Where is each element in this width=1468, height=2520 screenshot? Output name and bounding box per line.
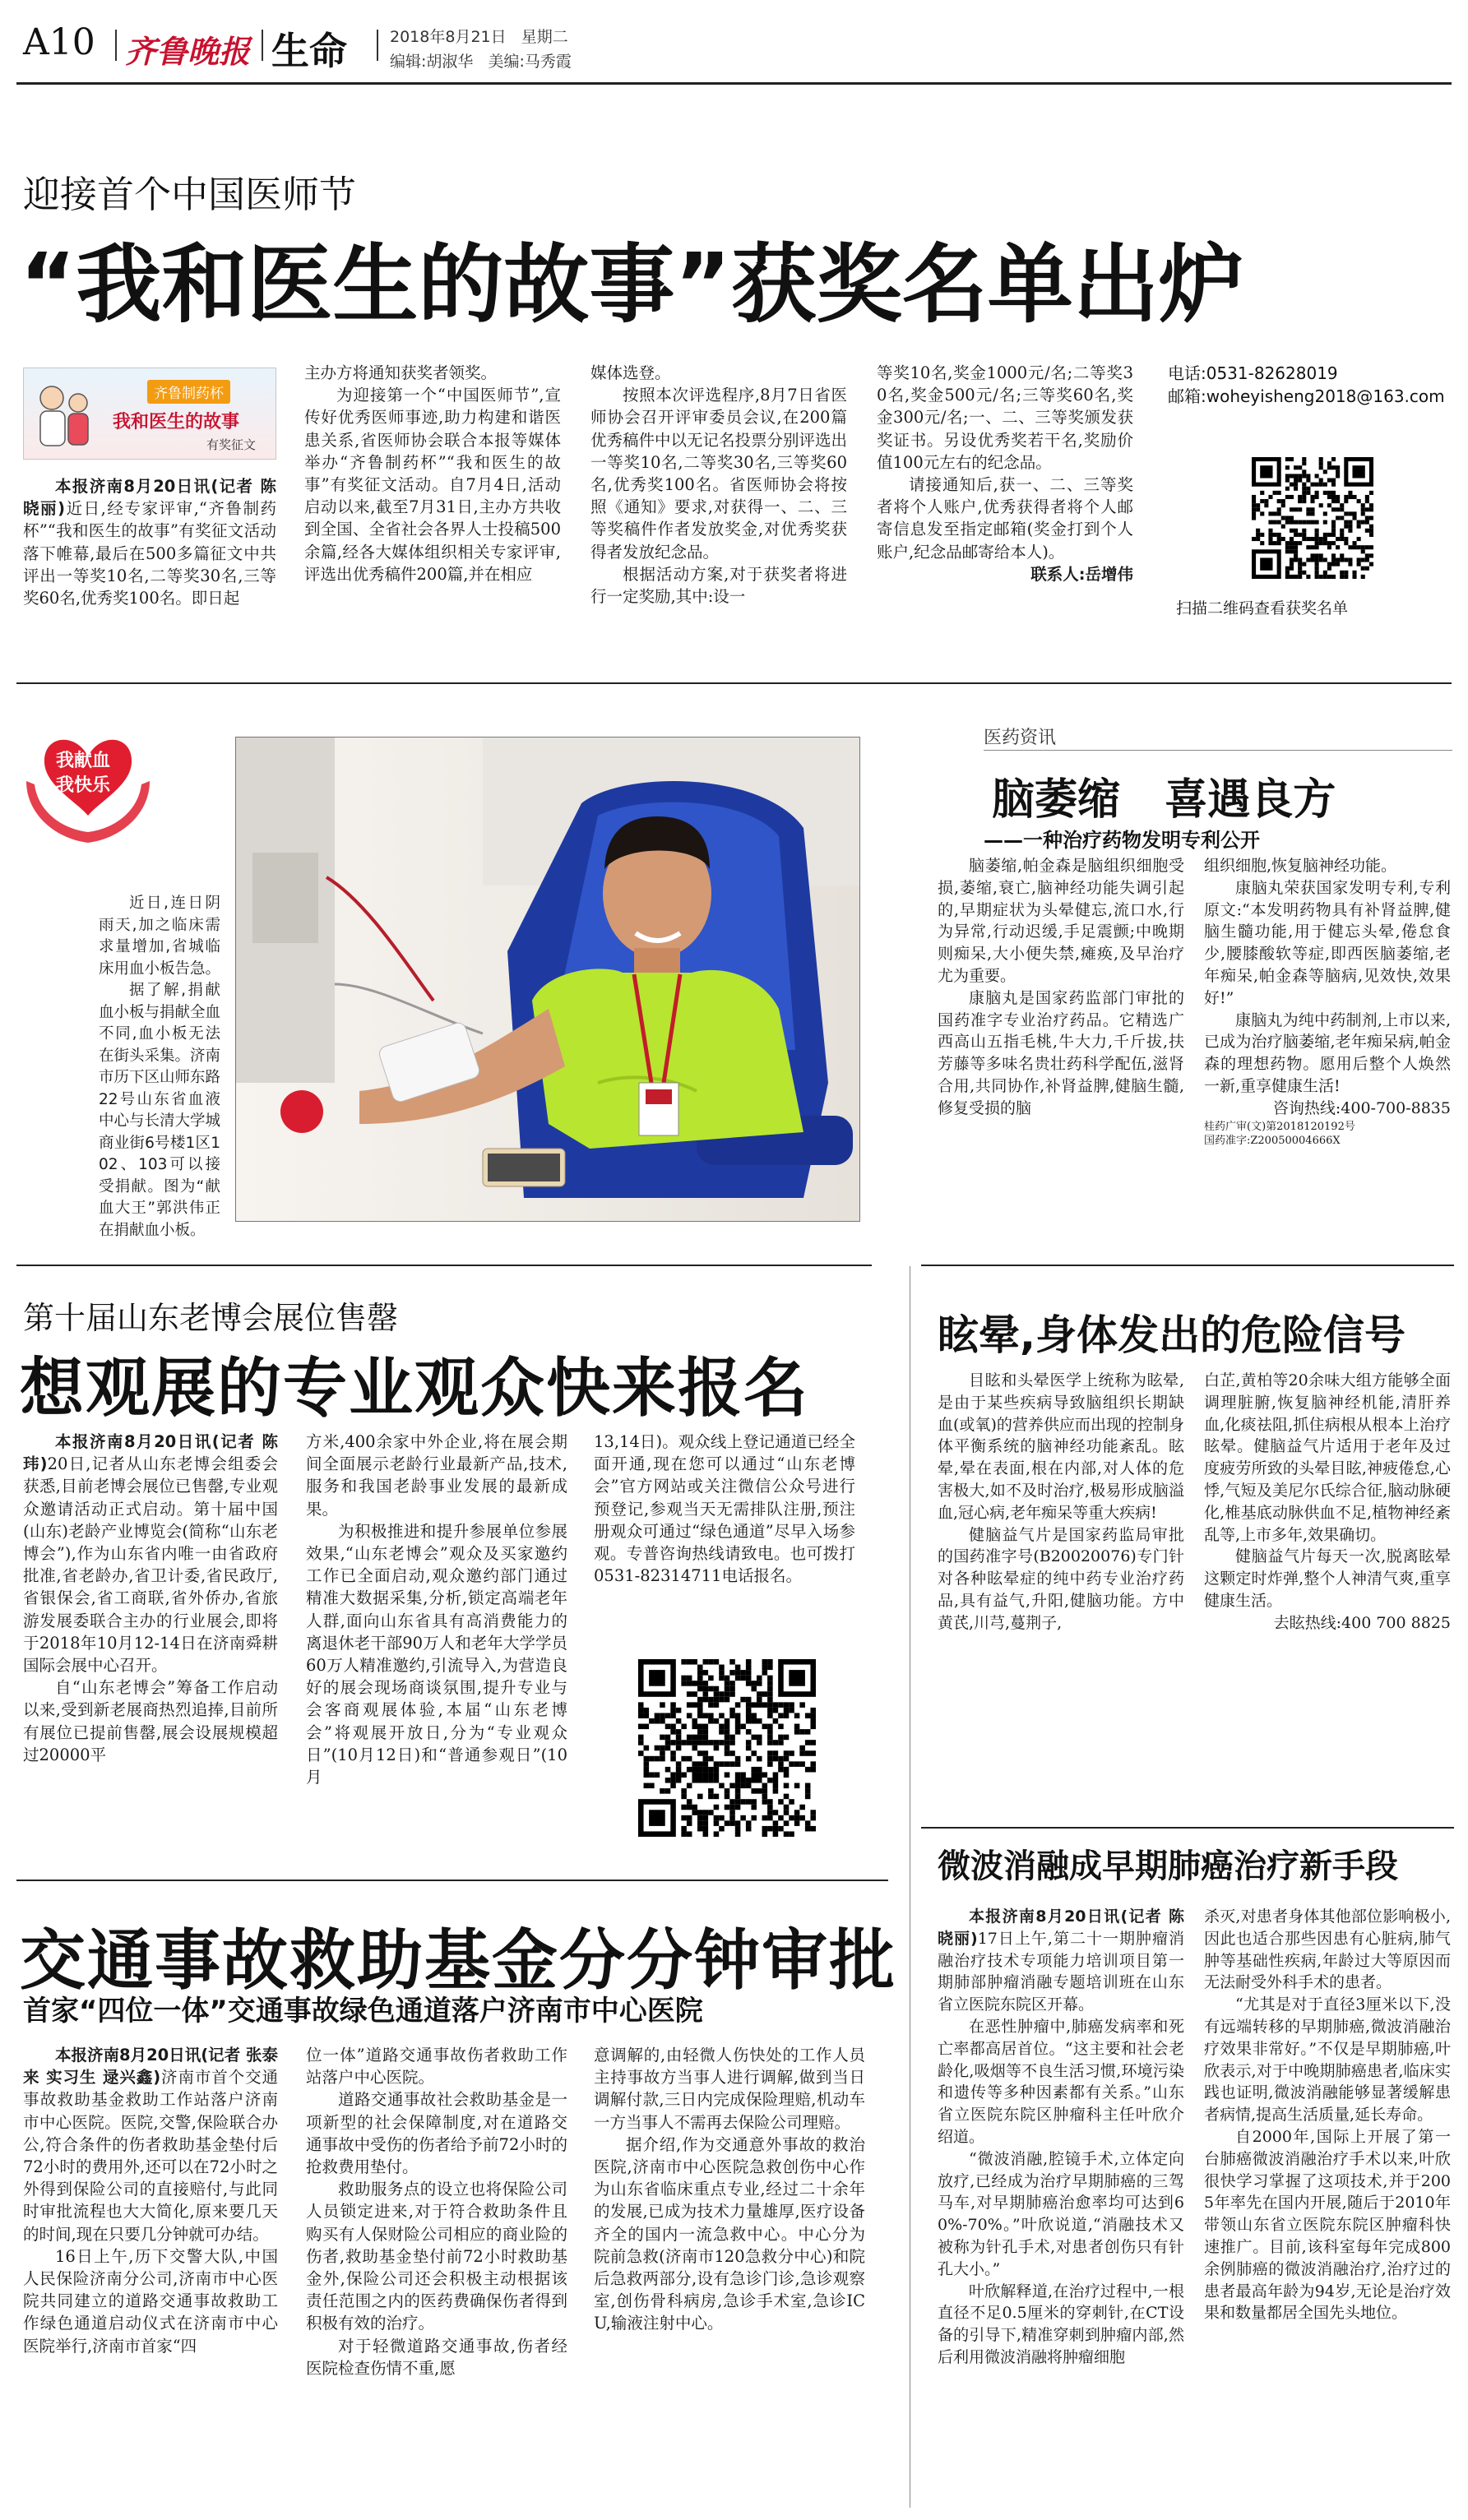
traffic-lead: 本报济南8月20日讯(记者 张泰来 实习生 逯兴鑫) — [23, 2046, 278, 2088]
traffic-column-3: 意调解的,由轻微人伤快处的工作人员主持事故方当事人进行调解,做到当日调解付款,三日内完成保险理赔,机动车一方当事人不需再去保险公司理赔。 据介绍,作为交通意外事故的救治医院,济南市中心医院急救创伤中心作为山东省临床重点专业,经过二十余年的发展,已成为技术力量雄厚,医疗设备齐全的国内一流急救中心。中心分为院前急救(济南市120急救分中心)和院后急救两部分,设有急诊门诊,急诊观察室,创伤骨科病房,急诊手术室,急诊ICU,输液注射中心。 — [594, 2046, 865, 2333]
donor-photo — [235, 737, 860, 1222]
article1-kicker: 迎接首个中国医师节 — [23, 173, 357, 216]
weekday-text: 星期二 — [521, 28, 568, 46]
microwave-lead: 本报济南8月20日讯(记者 陈晓丽) — [938, 1907, 1184, 1948]
designer-text: 美编:马秀霞 — [488, 53, 572, 71]
section-name: 生命 — [271, 29, 347, 73]
article1-column-4: 等奖10名,奖金1000元/名;二等奖30名,奖金500元/名;三等奖60名,奖金300元/名;一、二、三等奖颁发获奖证书。另设优秀奖若干名,奖励价值100元左右的纪念品。 请接通知后,获一、二、三等奖者将个人账户,优秀获得者将个人邮寄信息发至指定邮箱(奖金打到个人账户,纪念品邮寄给本人)。 联系人:岳增伟 — [877, 362, 1133, 666]
contact-phone: 电话:0531-82628019 — [1168, 363, 1338, 383]
page-number: A10 — [23, 21, 95, 63]
expo-title: 想观展的专业观众快来报名 — [20, 1352, 810, 1426]
article1-column-2: 主办方将通知获奖者领奖。 为迎接第一个“中国医师节”,宣传好优秀医师事迹,助力构建和谐医患关系,省医师协会联合本报等媒体举办“齐鲁制药杯”“我和医生的故事”有奖征文活动。自7月4日,活动启动以来,截至7月31日,主办方共收到全国、全省社会各界人士投稿500余篇,经各大媒体组织相关专家评审,评选出优秀稿件200篇,并在相应 — [304, 363, 561, 584]
expo-kicker: 第十届山东老博会展位售罄 — [23, 1300, 399, 1336]
contact-email: 邮箱:woheyisheng2018@163.com — [1168, 386, 1445, 406]
qr-caption: 扫描二维码查看获奖名单 — [1176, 599, 1349, 617]
dizzy-title: 眩晕,身体发出的危险信号 — [938, 1311, 1405, 1359]
logo-top-text: 齐鲁制药杯 — [147, 380, 230, 404]
microwave-column-b: 杀灭,对患者身体其他部位影响极小,因此也适合那些因患有心脏病,肺气肿等基础性疾病,年龄过大等原因而无法耐受外科手术的患者。 “尤其是对于直径3厘米以下,没有远端转移的早期肺癌,微波消融治疗效果非常好。”不仅是早期肺癌,叶欣表示,对于中晚期肺癌患者,临床实践也证明,微波消融能够显著缓解患者病情,提高生活质量,延长寿命。 自2000年,国际上开展了第一台肺癌微波消融治疗手术以来,叶欣很快学习掌握了这项技术,并于2005年率先在国内开展,随后于2010年带领山东省立医院东院区肿瘤科快速推广。目前,该科室每年完成800余例肺癌的微波消融治疗,治疗过的患者最高年龄为94岁,无论是治疗效果和数量都居全国先头地位。 — [1204, 1907, 1451, 2323]
blood-donation-badge — [18, 724, 158, 847]
editor-line — [390, 49, 572, 72]
essay-contest-logo — [23, 368, 276, 460]
masthead — [0, 0, 1468, 79]
date-text: 2018年8月21日 — [390, 28, 507, 46]
article1-lead: 本报济南8月20日讯(记者 陈晓丽) — [23, 477, 276, 519]
dizzy-hotline: 去眩热线:400 700 8825 — [1273, 1613, 1451, 1632]
dizzy-column-b: 白芷,黄柏等20余味大组方能够全面调理脏腑,恢复脑神经机能,清肝养血,化痰祛阻,抓住病根从根本上治疗眩晕。健脑益气片适用于老年及过度疲劳所致的头晕目眩,神疲倦怠,心悸,气短及美尼尔氏综合征,脑动脉硬化,椎基底动脉供血不足,植物神经紊乱等,上市多年,效果确切。 健脑益气片每天一次,脱离眩晕这颗定时炸弹,整个人神清气爽,重享健康生活。 去眩热线:400 700 8825 — [1204, 1370, 1451, 1822]
article1-column-3: 媒体选登。 按照本次评选程序,8月7日省医师协会召开评审委员会议,在200篇优秀稿件中以无记名投票分别评选出一等奖10名,二等奖30名,三等奖60名,优秀奖100名。省医师协会将按照《通知》要求,对获得一、二、三等奖稿件作者发放奖金,对优秀奖获得者发放纪念品。 根据活动方案,对于获奖者将进行一定奖励,其中:设一 — [590, 363, 847, 607]
blood-donation-caption: 近日,连日阴雨天,加之临床需求量增加,省城临床用血小板告急。 据了解,捐献血小板与捐献全血不同,血小板无法在街头采集。济南市历下区山师东路22号山东省血液中心与长清大学城商业街6号楼1区102、103可以接受捐献。图为“献血大王”郭洪伟正在捐献血小板。 — [99, 895, 220, 1238]
issue-date — [390, 25, 568, 47]
expo-column-1: 本报济南8月20日讯(记者 陈玮)20日,记者从山东老博会组委会获悉,目前老博会展位已售罄,专业观众邀请活动正式启动。第十届中国(山东)老龄产业博览会(简称“山东老博会”),作为山东省内唯一由省政府批准,省老龄办,省卫计委,省民政厅,省银保会,省工商联,省外侨办,省旅游发展委联合主办的行业展会,即将于2018年10月12-14日在济南舜耕国际会展中心召开。 自“山东老博会”筹备工作启动以来,受到新老展商热烈追捧,目前所有展位已提前售罄,展会设展规模超过20000平 — [23, 1432, 278, 1764]
expo-qr-code[interactable] — [633, 1654, 821, 1842]
qr-pattern-icon — [1252, 457, 1373, 579]
microwave-column-a: 本报济南8月20日讯(记者 陈晓丽)17日上午,第二十一期肿瘤消融治疗技术专项能力培训项目第一期肺部肿瘤消融专题培训班在山东省立医院东院区开幕。 在恶性肿瘤中,肺癌发病率和死亡率都高居首位。“这主要和社会老龄化,吸烟等不良生活习惯,环境污染和遗传等多种因素都有关系。”山东省立医院东院区肿瘤科主任叶欣介绍道。 “微波消融,腔镜手术,立体定向放疗,已经成为治疗早期肺癌的三驾马车,对早期肺癌治愈率均可达到60%-70%。”叶欣说道,“消融技术又被称为针孔手术,对患者创伤只有针孔大小。” 叶欣解释道,在治疗过程中,一根直径不足0.5厘米的穿刺针,在CT设备的引导下,精准穿刺到肿瘤内部,然后利用微波消融将肿瘤细胞 — [938, 1907, 1184, 2366]
med-ad-column-b: 组织细胞,恢复脑神经功能。 康脑丸荣获国家发明专利,专利原文:“本发明药物具有补肾益脾,健脑生髓功能,用于健忘头晕,倦怠食少,腰膝酸软等症,即西医脑萎缩,老年痴呆,帕金森等脑病,见效快,效果好!” 康脑丸为纯中药制剂,上市以来,已成为治疗脑萎缩,老年痴呆病,帕金森的理想药物。愿用后整个人焕然一新,重享健康生活! 咨询热线:400-700-8835 桂药广审(文)第2018120192号 国药准字:Z20050004666X — [1204, 857, 1451, 1147]
med-ad-tag: 医药资讯 — [984, 728, 1057, 748]
paper-logo: 齐鲁晚报 — [125, 33, 251, 70]
logo-figures-icon — [30, 378, 96, 452]
contact-box — [1168, 362, 1456, 668]
logo-main-text: 我和医生的故事 — [113, 412, 240, 432]
traffic-column-1: 本报济南8月20日讯(记者 张泰来 实习生 逯兴鑫)济南市首个交通事故救助基金救助工作站落户济南市中心医院。医院,交警,保险联合办公,符合条件的伤者救助基金垫付后72小时的费用外,还可以在72小时之外得到保险公司的直接赔付,与此同时审批流程也大大简化,原来要几天的时间,现在只要几分钟就可办结。 16日上午,历下交警大队,中国人民保险济南分公司,济南市中心医院共同建立的道路交通事故救助工作绿色通道启动仪式在济南市中心医院举行,济南市首家“四 — [23, 2046, 278, 2356]
traffic-title: 交通事故救助基金分分钟审批 — [20, 1922, 896, 1999]
badge-line-1: 我献血 — [56, 751, 111, 771]
article1-column-1: 本报济南8月20日讯(记者 陈晓丽)近日,经专家评审,“齐鲁制药杯”“我和医生的故事”有奖征文活动落下帷幕,最后在500多篇征文中共评出一等奖10名,二等奖30名,三等奖60名,优秀奖100名。即日起 — [23, 477, 276, 608]
microwave-title: 微波消融成早期肺癌治疗新手段 — [938, 1847, 1398, 1885]
article1-title: “我和医生的故事”获奖名单出炉 — [20, 234, 1244, 335]
med-ad-hotline: 咨询热线:400-700-8835 — [1272, 1098, 1451, 1117]
med-ad-title: 脑萎缩 喜遇良方 — [992, 775, 1336, 825]
expo-column-2: 方米,400余家中外企业,将在展会期间全面展示老龄行业最新产品,技术,服务和我国老龄事业发展的最新成果。 为积极推进和提升参展单位参展效果,“山东老博会”观众及买家邀约工作已全面启动,观众邀约部门通过精准大数据采集,分析,锁定高端老年人群,面向山东省具有高消费能力的离退休老干部90万人和老年大学学员60万人精准邀约,引流导入,为营造良好的展会现场商谈氛围,提升专业与会客商观展体验,本届“山东老博会”将观展开放日,分为“专业观众日”(10月12日)和“普通参观日”(10月 — [306, 1432, 567, 1787]
badge-line-2: 我快乐 — [56, 775, 111, 796]
med-ad-approval-1: 桂药广审(文)第2018120192号 — [1204, 1120, 1355, 1133]
dizzy-column-a: 目眩和头晕医学上统称为眩晕,是由于某些疾病导致脑组织长期缺血(或氧)的营养供应而出现的控制身体平衡系统的脑神经功能紊乱。眩晕,晕在表面,根在内部,对人体的危害极大,如不及时治疗,极易形成脑溢血,冠心病,老年痴呆等重大疾病! 健脑益气片是国家药监局审批的国药准字号(B20020076)专门针对各种眩晕症的纯中药专业治疗药品,具有益气,升阳,健脑功能。方中黄芪,川芎,蔓荆子, — [938, 1371, 1184, 1632]
traffic-subtitle: 首家“四位一体”交通事故绿色通道落户济南市中心医院 — [23, 1995, 703, 2028]
med-ad-approval-2: 国药准字:Z20050004666X — [1204, 1134, 1341, 1147]
med-ad-column-a: 脑萎缩,帕金森是脑组织细胞受损,萎缩,衰亡,脑神经功能失调引起的,早期症状为头晕健忘,流口水,行为异常,行动迟缓,手足震颤;中晚期则痴呆,大小便失禁,瘫痪,及早治疗尤为重要。 康脑丸是国家药监部门审批的国药准字专业治疗药品。它精选广西高山五指毛桃,牛大力,千斤拔,扶芳藤等多味名贵壮药科学配伍,滋肾合用,共同协作,补肾益脾,健脑生髓,修复受损的脑 — [938, 857, 1184, 1117]
award-list-qr-code[interactable] — [1247, 452, 1378, 584]
contact-person: 联系人:岳增伟 — [1030, 564, 1133, 584]
editor-text: 编辑:胡淑华 — [390, 53, 474, 71]
traffic-column-2: 位一体”道路交通事故伤者救助工作站落户中心医院。 道路交通事故社会救助基金是一项新型的社会保障制度,对在道路交通事故中受伤的伤者给予前72小时的抢救费用垫付。 救助服务点的设立也将保险公司人员锁定进来,对于符合救助条件且购买有人保财险公司相应的商业险的伤者,救助基金垫付前72小时救助基金外,保险公司还会积极主动根据该责任范围之内的医药费确保伤者得到积极有效的治疗。 对于轻微道路交通事故,伤者经医院检查伤情不重,愿 — [306, 2046, 567, 2378]
logo-sub-text: 有奖征文 — [206, 437, 257, 452]
expo-column-3: 13,14日)。观众线上登记通道已经全面开通,现在您可以通过“山东老博会”官方网站或关注微信公众号进行预登记,参观当天无需排队注册,预注册观众可通过“绿色通道”尽早入场参观。专普咨询热线请致电。也可拨打0531-82314711电话报名。 — [594, 1432, 855, 1586]
med-ad-subtitle: ——一种治疗药物发明专利公开 — [984, 829, 1260, 852]
qr-pattern-icon — [638, 1659, 816, 1837]
expo-lead: 本报济南8月20日讯(记者 陈玮) — [23, 1432, 278, 1474]
